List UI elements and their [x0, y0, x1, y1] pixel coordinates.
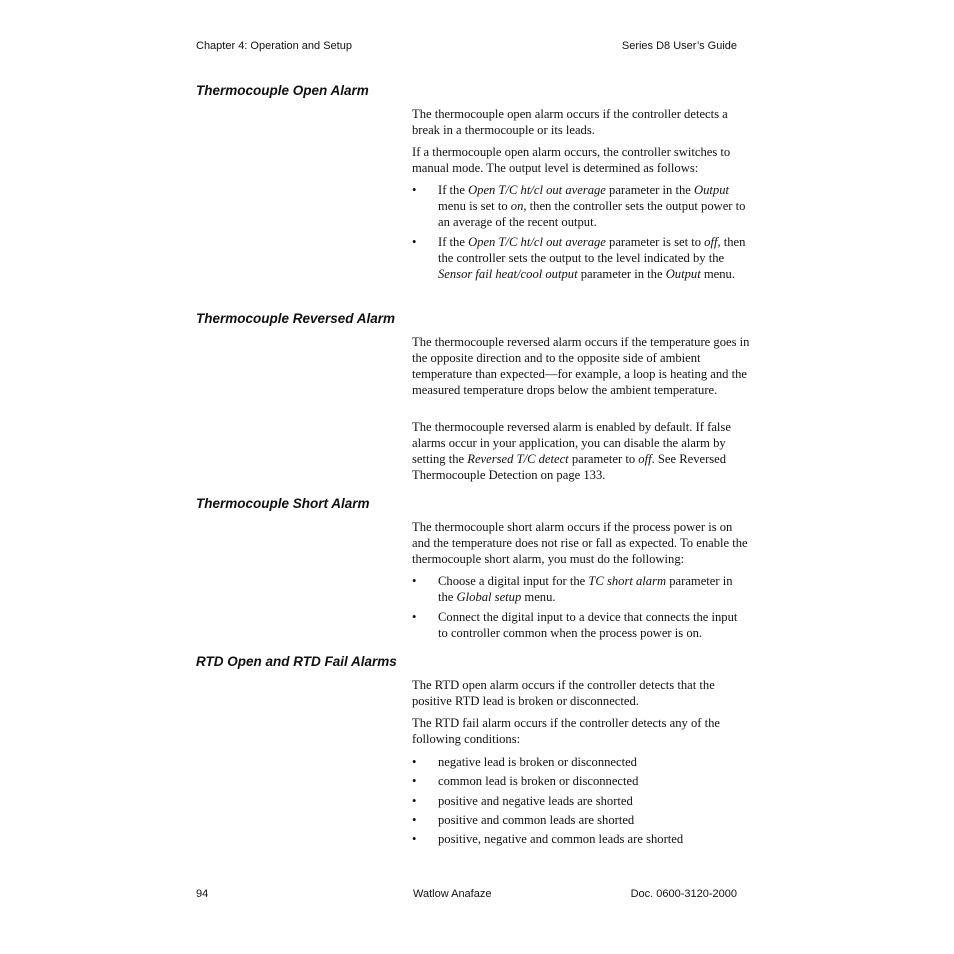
- list-item-text: positive and negative leads are shorted: [438, 794, 633, 808]
- list-item-text: negative lead is broken or disconnected: [438, 755, 637, 769]
- bullet-icon: •: [412, 574, 417, 588]
- page-number: 94: [196, 888, 209, 900]
- bullet-icon: •: [412, 813, 417, 827]
- bullet-icon: •: [412, 755, 417, 769]
- section-heading-short-alarm: Thermocouple Short Alarm: [196, 496, 370, 511]
- list-item-text: Choose a digital input for the TC short alarm parameter in the Global setup menu.: [438, 574, 733, 604]
- bullet-icon: •: [412, 832, 417, 846]
- paragraph-rtd-fail: The RTD fail alarm occurs if the controller detects any of the following conditions:: [412, 716, 721, 746]
- footer-company: Watlow Anafaze: [413, 888, 492, 900]
- section-heading-open-alarm: Thermocouple Open Alarm: [196, 83, 369, 98]
- bullet-icon: •: [412, 794, 417, 808]
- bullet-icon: •: [412, 774, 417, 788]
- paragraph-short-alarm-intro: The thermocouple short alarm occurs if the process power is on and the temperature does not rise or fall as expected. To enable the thermocouple short alarm, you must do the following:: [412, 520, 748, 566]
- list-item-text: positive, negative and common leads are shorted: [438, 832, 684, 846]
- paragraph-open-alarm-manual: If a thermocouple open alarm occurs, the controller switches to manual mode. The output level is determined as follows:: [412, 145, 731, 175]
- list-item-text: positive and common leads are shorted: [438, 813, 635, 827]
- list-item-text: common lead is broken or disconnected: [438, 774, 639, 788]
- section-heading-reversed-alarm: Thermocouple Reversed Alarm: [196, 311, 396, 326]
- section-heading-rtd-alarms: RTD Open and RTD Fail Alarms: [196, 654, 397, 669]
- paragraph-open-alarm-intro: The thermocouple open alarm occurs if the controller detects a break in a thermocouple or its leads.: [412, 107, 728, 137]
- paragraph-reversed-alarm-intro: The thermocouple reversed alarm occurs if the temperature goes in the opposite direction and to the opposite side of ambient temperature than expected—for example, a loop is heating and the measured temperature drops below the ambient temperature.: [412, 335, 750, 397]
- running-header-chapter: Chapter 4: Operation and Setup: [196, 40, 352, 52]
- footer-doc-number: Doc. 0600-3120-2000: [630, 888, 737, 900]
- paragraph-reversed-alarm-default: The thermocouple reversed alarm is enabled by default. If false alarms occur in your application, you can disable the alarm by setting the Reversed T/C detect parameter to off. See Reversed Thermocouple Detection on page 133.: [412, 420, 731, 482]
- list-item-text: If the Open T/C ht/cl out average parameter is set to off, then the controller sets the output to the level indicated by the Sensor fail heat/cool output parameter in the Output menu.: [438, 235, 746, 281]
- list-item-text: If the Open T/C ht/cl out average parameter in the Output menu is set to on, then the controller sets the output power to an average of the recent output.: [438, 183, 746, 229]
- list-item-text: Connect the digital input to a device that connects the input to controller common when the process power is on.: [438, 610, 738, 640]
- bullet-icon: •: [412, 235, 417, 249]
- running-header-title: Series D8 User’s Guide: [621, 40, 737, 52]
- paragraph-rtd-open: The RTD open alarm occurs if the controller detects that the positive RTD lead is broken or disconnected.: [412, 678, 715, 708]
- bullet-icon: •: [412, 610, 417, 624]
- bullet-icon: •: [412, 183, 417, 197]
